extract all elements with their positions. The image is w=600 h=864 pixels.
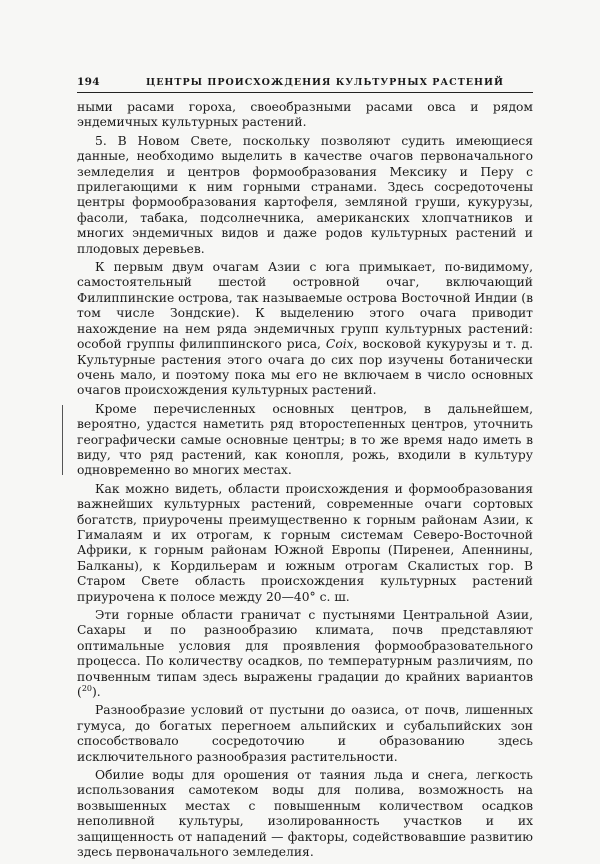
page-header <box>77 76 533 88</box>
paragraph-deserts-text: Эти горные области граничат с пустынями Центральной Азии, Сахары и по разнообразию климата, почв представляют оптимальные условия для проявления формообразовательного процесса. По количеству осадков, по температурным различиям, по почвенным типам здесь выражены градации до крайних вариантов <box>77 608 533 684</box>
paragraph-deserts: Эти горные области граничат с пустынями Центральной Азии, Сахары и по разнообразию климата, почв представляют оптимальные условия для проявления формообразовательного процесса. По количеству осадков, по температурным различиям, по почвенным типам здесь выражены градации до крайних вариантов ($^{20}$). <box>77 608 533 700</box>
paragraph-new-world: 5. В Новом Свете, поскольку позволяют судить имеющиеся данные, необходимо выделить в качестве очагов первоначального земледелия и центров формообразования Мексику и Перу с прилегающими к ним горными странами. Здесь сосредоточены центры формообразования картофеля, земляной груши, кукурузы, фасоли, табака, подсолнечника, американских хлопчатников и многих эндемичных видов и даже родов культурных растений и плодовых деревьев. <box>77 133 533 256</box>
paragraph-diversity: Разнообразие условий от пустыни до оазиса, от почв, лишенных гумуса, до богатых перегноем альпийских и субальпийских зон способствовало сосредоточию и образованию здесь исключительного разнообразия растительности. <box>77 703 533 764</box>
header-rule <box>77 92 533 93</box>
footnote-reference: 20 <box>81 683 92 693</box>
taxon-coix: Coix <box>325 337 354 352</box>
page-number: 194 <box>77 76 100 88</box>
margin-pencil-mark <box>62 405 71 475</box>
paragraph-island-center: К первым двум очагам Азии с юга примыкает, по-видимому, самостоятельный шестой островной очаг, включающий Филиппинские острова, так называемые острова Восточной Индии (в том числе Зондские). К выделению этого очага приводит нахождение на нем ряда эндемичных групп культурных растений: особой группы филиппинского риса, Coix, восковой кукурузы и т. д. Культурные растения этого очага до сих пор изучены ботанически очень мало, и поэтому пока мы его не включаем в число основных очагов происхождения культурных растений. <box>77 260 533 398</box>
paragraph-continuation: ными расами гороха, своеобразными расами овса и рядом эндемичных культурных растений. <box>77 100 533 130</box>
body-text <box>77 100 533 864</box>
paragraph-secondary-centers: Кроме перечисленных основных центров, в дальнейшем, вероятно, удастся наметить ряд второстепенных центров, уточнить географически самые основные центры; в то же время надо иметь в виду, что ряд растений, как конопля, рожь, входили в культуру одновременно во многих местах. <box>77 401 533 478</box>
paragraph-water: Обилие воды для орошения от таяния льда и снега, легкость использования самотеком воды для полива, возможность на возвышенных местах с повышенным количеством осадков неполивной культуры, изолированность участков и их защищенность от нападений — факторы, содействовавшие развитию здесь первоначального земледелия. <box>77 768 533 860</box>
paragraph-mountain-regions: Как можно видеть, области происхождения и формообразования важнейших культурных растений, современные очаги сортовых богатств, приурочены преимущественно к горным районам Азии, к Гималаям и их отрогам, к горным системам Северо-Восточной Африки, к горным районам Южной Европы (Пиренеи, Апеннины, Балканы), к Кордильерам и южным отрогам Скалистых гор. В Старом Свете область происхождения культурных растений приурочена к полосе между 20—40° с. ш. <box>77 481 533 604</box>
running-title: ЦЕНТРЫ ПРОИСХОЖДЕНИЯ КУЛЬТУРНЫХ РАСТЕНИЙ <box>146 77 504 88</box>
